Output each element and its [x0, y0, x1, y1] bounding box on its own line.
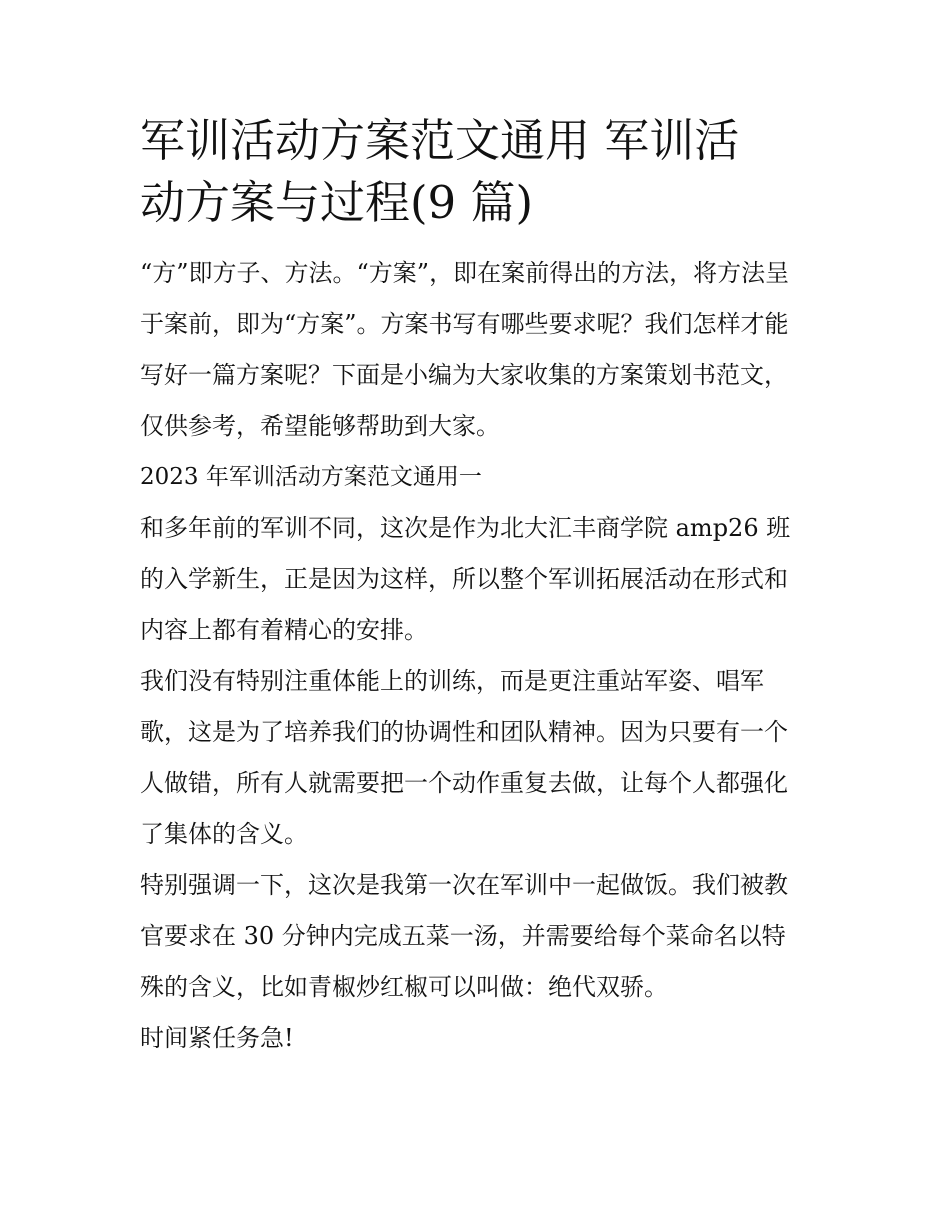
text-line: 时间紧任务急!	[140, 1024, 294, 1052]
title-line: 军训活动方案范文通用 军训活	[140, 114, 740, 167]
text-line: 特别强调一下，这次是我第一次在军训中一起做饭。我们被教	[140, 871, 788, 899]
text-line: 歌，这是为了培养我们的协调性和团队精神。因为只要有一个	[140, 718, 788, 746]
body-paragraph	[140, 1013, 820, 1064]
text-line: 官要求在 30 分钟内完成五菜一汤，并需要给每个菜命名以特	[140, 922, 786, 950]
text-line: 仅供参考，希望能够帮助到大家。	[140, 412, 500, 440]
text-line: 的入学新生，正是因为这样，所以整个军训拓展活动在形式和	[140, 565, 788, 593]
document-body	[140, 248, 820, 1064]
text-line: 写好一篇方案呢？下面是小编为大家收集的方案策划书范文，	[140, 361, 788, 389]
section-heading: 2023 年军训活动方案范文通用一	[140, 464, 482, 490]
text-line: 殊的含义，比如青椒炒红椒可以叫做：绝代双骄。	[140, 973, 668, 1001]
document-title	[140, 110, 820, 234]
text-line: 人做错，所有人就需要把一个动作重复去做，让每个人都强化	[140, 769, 788, 797]
text-line: 和多年前的军训不同，这次是作为北大汇丰商学院 amp26 班	[140, 514, 791, 542]
title-line: 动方案与过程(9 篇)	[140, 176, 534, 229]
body-paragraph	[140, 503, 820, 656]
intro-paragraph	[140, 248, 820, 452]
text-line: 我们没有特别注重体能上的训练，而是更注重站军姿、唱军	[140, 667, 764, 695]
text-line: 于案前，即为“方案”。方案书写有哪些要求呢？我们怎样才能	[140, 310, 789, 338]
text-line: 内容上都有着精心的安排。	[140, 616, 428, 644]
text-line: “方”即方子、方法。“方案”，即在案前得出的方法，将方法呈	[140, 259, 790, 287]
text-line: 了集体的含义。	[140, 820, 308, 848]
body-paragraph	[140, 860, 820, 1013]
body-paragraph	[140, 656, 820, 860]
document-page	[140, 110, 820, 1064]
